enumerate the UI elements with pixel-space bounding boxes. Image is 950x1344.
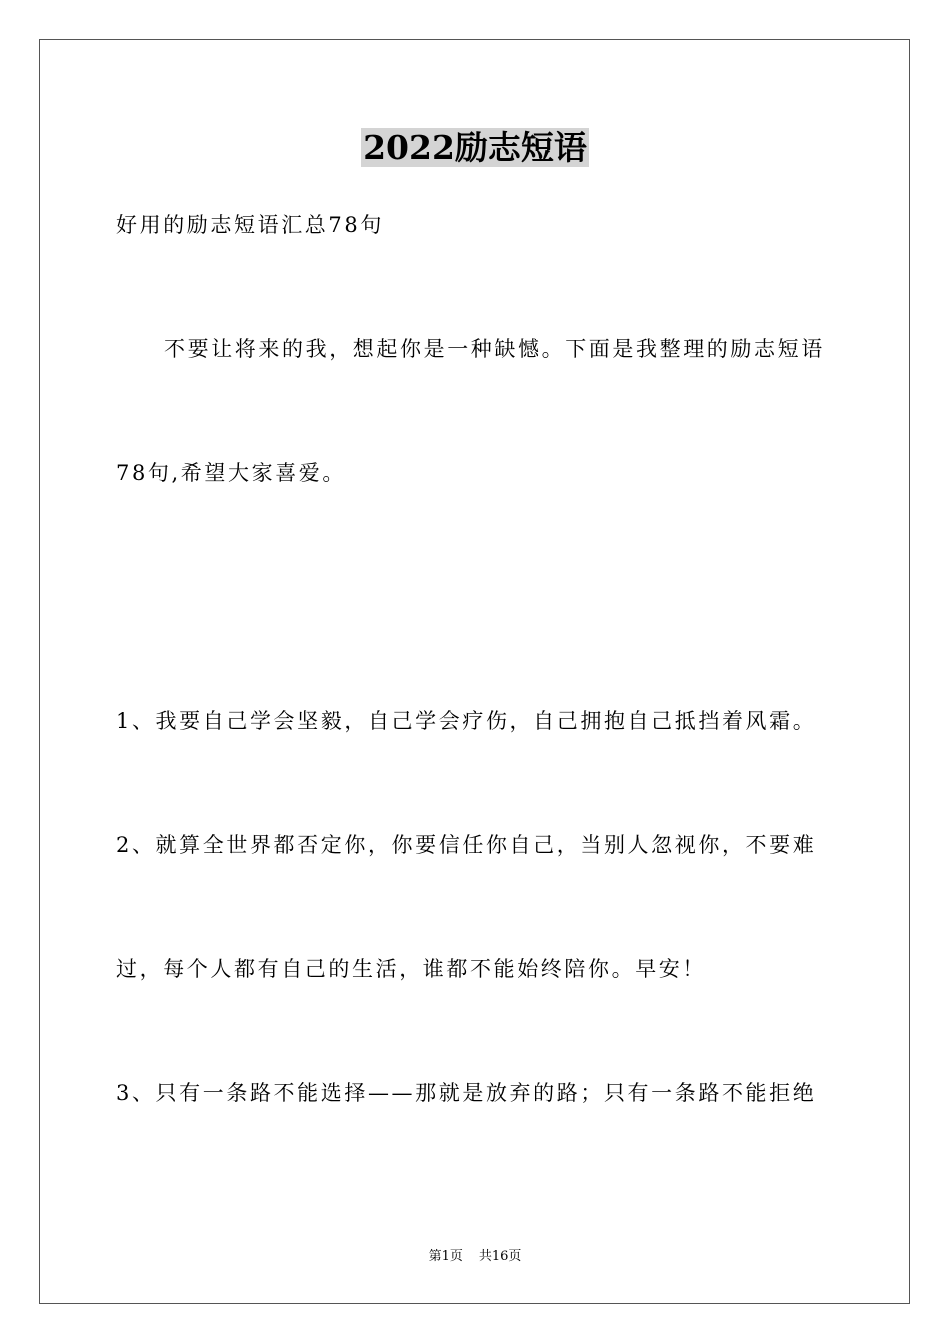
list-item-1-line-1: 1、我要自己学会坚毅，自己学会疗伤，自己拥抱自己抵挡着风霜。 bbox=[116, 709, 817, 733]
list-item-3-line-1: 3、只有一条路不能选择——那就是放弃的路；只有一条路不能拒绝 bbox=[116, 1081, 817, 1105]
intro-paragraph-line-1: 不要让将来的我，想起你是一种缺憾。下面是我整理的励志短语 bbox=[164, 337, 825, 361]
list-item-2-line-1: 2、就算全世界都否定你，你要信任你自己，当别人忽视你，不要难 bbox=[116, 833, 817, 857]
page-footer bbox=[0, 1248, 950, 1266]
intro-paragraph-line-2: 78句,希望大家喜爱。 bbox=[116, 461, 346, 485]
page-total: 共16页 bbox=[478, 1249, 522, 1264]
list-item-2-line-2: 过，每个人都有自己的生活，谁都不能始终陪你。早安！ bbox=[116, 957, 706, 981]
page-number: 第1页 bbox=[428, 1249, 463, 1264]
subtitle: 好用的励志短语汇总78句 bbox=[116, 213, 384, 237]
document-title: 2022励志短语 bbox=[363, 128, 587, 167]
